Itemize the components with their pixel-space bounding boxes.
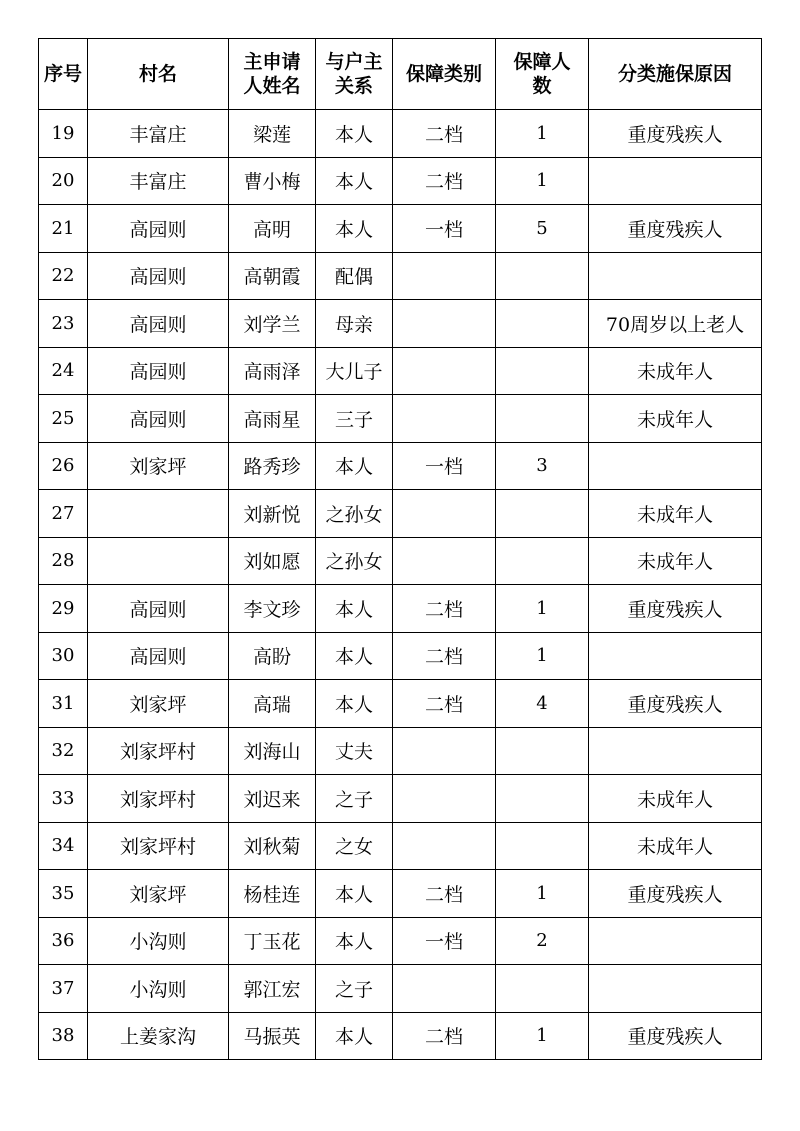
- table-row: [39, 490, 762, 538]
- cell-relation-to-head: 本人: [316, 1012, 393, 1060]
- header-covered-persons-line: 保障人: [513, 51, 571, 73]
- cell-applicant-name: 高朝霞: [229, 252, 316, 300]
- cell-assistance-reason: 重度残疾人: [589, 110, 762, 158]
- cell-serial-no: 30: [39, 632, 88, 680]
- cell-assistance-reason: [589, 727, 762, 775]
- cell-assistance-reason: [589, 252, 762, 300]
- cell-village-name: 高园则: [88, 585, 229, 633]
- cell-serial-no: 34: [39, 822, 88, 870]
- cell-covered-persons: [496, 395, 589, 443]
- cell-assistance-level: 二档: [393, 680, 496, 728]
- cell-relation-to-head: 本人: [316, 870, 393, 918]
- cell-assistance-reason: [589, 965, 762, 1013]
- cell-assistance-level: [393, 727, 496, 775]
- cell-assistance-reason: 重度残疾人: [589, 1012, 762, 1060]
- cell-assistance-level: [393, 490, 496, 538]
- cell-serial-no: 20: [39, 157, 88, 205]
- cell-serial-no: 37: [39, 965, 88, 1013]
- assistance-table: [38, 38, 762, 1060]
- cell-covered-persons: 1: [496, 585, 589, 633]
- cell-assistance-level: [393, 300, 496, 348]
- cell-covered-persons: 1: [496, 110, 589, 158]
- cell-assistance-level: 二档: [393, 157, 496, 205]
- cell-assistance-reason: 70周岁以上老人: [589, 300, 762, 348]
- cell-assistance-reason: 未成年人: [589, 347, 762, 395]
- cell-covered-persons: [496, 490, 589, 538]
- cell-relation-to-head: 之女: [316, 822, 393, 870]
- cell-relation-to-head: 本人: [316, 917, 393, 965]
- cell-applicant-name: 杨桂连: [229, 870, 316, 918]
- cell-applicant-name: 刘新悦: [229, 490, 316, 538]
- cell-village-name: 丰富庄: [88, 157, 229, 205]
- cell-covered-persons: 1: [496, 1012, 589, 1060]
- cell-relation-to-head: 大儿子: [316, 347, 393, 395]
- cell-covered-persons: [496, 537, 589, 585]
- cell-serial-no: 28: [39, 537, 88, 585]
- cell-relation-to-head: 本人: [316, 110, 393, 158]
- header-serial-no: [39, 39, 88, 110]
- table-row: [39, 442, 762, 490]
- cell-assistance-level: 二档: [393, 110, 496, 158]
- table-body: [39, 110, 762, 1060]
- cell-serial-no: 38: [39, 1012, 88, 1060]
- cell-applicant-name: 高盼: [229, 632, 316, 680]
- cell-assistance-level: 二档: [393, 870, 496, 918]
- cell-covered-persons: [496, 347, 589, 395]
- cell-relation-to-head: 之孙女: [316, 490, 393, 538]
- cell-relation-to-head: 丈夫: [316, 727, 393, 775]
- table-row: [39, 300, 762, 348]
- cell-assistance-reason: 重度残疾人: [589, 680, 762, 728]
- table-row: [39, 1012, 762, 1060]
- table-row: [39, 585, 762, 633]
- header-assistance-reason: [589, 39, 762, 110]
- cell-serial-no: 19: [39, 110, 88, 158]
- header-relation-to-head: [316, 39, 393, 110]
- cell-relation-to-head: 母亲: [316, 300, 393, 348]
- cell-applicant-name: 梁莲: [229, 110, 316, 158]
- cell-village-name: 上姜家沟: [88, 1012, 229, 1060]
- cell-covered-persons: [496, 965, 589, 1013]
- cell-applicant-name: 郭江宏: [229, 965, 316, 1013]
- cell-assistance-level: 一档: [393, 442, 496, 490]
- cell-serial-no: 22: [39, 252, 88, 300]
- cell-relation-to-head: 之子: [316, 775, 393, 823]
- cell-covered-persons: 3: [496, 442, 589, 490]
- cell-assistance-level: 二档: [393, 585, 496, 633]
- table-row: [39, 775, 762, 823]
- table-row: [39, 537, 762, 585]
- cell-applicant-name: 刘学兰: [229, 300, 316, 348]
- cell-serial-no: 24: [39, 347, 88, 395]
- cell-applicant-name: 刘秋菊: [229, 822, 316, 870]
- header-applicant-name-line: 人姓名: [243, 75, 301, 97]
- cell-village-name: 刘家坪: [88, 442, 229, 490]
- header-village-name-line: 村名: [138, 63, 177, 85]
- cell-relation-to-head: 之孙女: [316, 537, 393, 585]
- cell-serial-no: 23: [39, 300, 88, 348]
- table-row: [39, 727, 762, 775]
- table-header-row: [39, 39, 762, 110]
- cell-relation-to-head: 本人: [316, 632, 393, 680]
- cell-assistance-reason: 未成年人: [589, 490, 762, 538]
- table-row: [39, 110, 762, 158]
- cell-assistance-level: [393, 395, 496, 443]
- cell-covered-persons: [496, 822, 589, 870]
- header-assistance-level-line: 保障类别: [405, 63, 482, 85]
- cell-serial-no: 33: [39, 775, 88, 823]
- table-row: [39, 917, 762, 965]
- cell-applicant-name: 曹小梅: [229, 157, 316, 205]
- cell-village-name: 小沟则: [88, 965, 229, 1013]
- cell-serial-no: 36: [39, 917, 88, 965]
- table-row: [39, 632, 762, 680]
- cell-assistance-reason: 重度残疾人: [589, 205, 762, 253]
- cell-village-name: 高园则: [88, 632, 229, 680]
- cell-assistance-reason: [589, 442, 762, 490]
- cell-applicant-name: 丁玉花: [229, 917, 316, 965]
- table-row: [39, 680, 762, 728]
- cell-serial-no: 35: [39, 870, 88, 918]
- cell-assistance-level: [393, 537, 496, 585]
- header-relation-to-head-line: 关系: [334, 75, 373, 97]
- cell-covered-persons: 1: [496, 157, 589, 205]
- cell-village-name: 高园则: [88, 252, 229, 300]
- cell-applicant-name: 高瑞: [229, 680, 316, 728]
- cell-serial-no: 26: [39, 442, 88, 490]
- cell-covered-persons: 2: [496, 917, 589, 965]
- cell-assistance-level: 二档: [393, 1012, 496, 1060]
- cell-village-name: 刘家坪村: [88, 775, 229, 823]
- cell-applicant-name: 刘迟来: [229, 775, 316, 823]
- cell-village-name: 刘家坪村: [88, 727, 229, 775]
- cell-applicant-name: 高明: [229, 205, 316, 253]
- cell-assistance-level: [393, 252, 496, 300]
- cell-relation-to-head: 之子: [316, 965, 393, 1013]
- cell-village-name: 丰富庄: [88, 110, 229, 158]
- cell-village-name: [88, 537, 229, 585]
- cell-assistance-level: 一档: [393, 205, 496, 253]
- cell-relation-to-head: 配偶: [316, 252, 393, 300]
- cell-assistance-reason: 未成年人: [589, 822, 762, 870]
- header-relation-to-head-line: 与户主: [325, 51, 383, 73]
- cell-relation-to-head: 本人: [316, 442, 393, 490]
- cell-serial-no: 29: [39, 585, 88, 633]
- cell-covered-persons: 5: [496, 205, 589, 253]
- cell-serial-no: 25: [39, 395, 88, 443]
- cell-serial-no: 21: [39, 205, 88, 253]
- cell-applicant-name: 马振英: [229, 1012, 316, 1060]
- cell-village-name: [88, 490, 229, 538]
- cell-relation-to-head: 三子: [316, 395, 393, 443]
- cell-covered-persons: 4: [496, 680, 589, 728]
- table-row: [39, 965, 762, 1013]
- cell-assistance-reason: [589, 917, 762, 965]
- cell-covered-persons: [496, 252, 589, 300]
- cell-serial-no: 31: [39, 680, 88, 728]
- cell-assistance-level: [393, 822, 496, 870]
- cell-assistance-level: 一档: [393, 917, 496, 965]
- cell-covered-persons: [496, 727, 589, 775]
- table-row: [39, 157, 762, 205]
- cell-village-name: 小沟则: [88, 917, 229, 965]
- header-applicant-name: [229, 39, 316, 110]
- cell-village-name: 刘家坪: [88, 870, 229, 918]
- cell-serial-no: 32: [39, 727, 88, 775]
- table-row: [39, 822, 762, 870]
- cell-applicant-name: 李文珍: [229, 585, 316, 633]
- cell-applicant-name: 路秀珍: [229, 442, 316, 490]
- header-assistance-level: [393, 39, 496, 110]
- cell-assistance-reason: 未成年人: [589, 395, 762, 443]
- table-row: [39, 205, 762, 253]
- cell-assistance-reason: [589, 157, 762, 205]
- header-covered-persons: [496, 39, 589, 110]
- cell-assistance-reason: 未成年人: [589, 537, 762, 585]
- header-assistance-reason-line: 分类施保原因: [617, 63, 732, 85]
- cell-covered-persons: [496, 300, 589, 348]
- header-serial-no-line: 序号: [43, 63, 82, 85]
- cell-applicant-name: 刘如愿: [229, 537, 316, 585]
- cell-assistance-level: [393, 775, 496, 823]
- table-row: [39, 395, 762, 443]
- cell-village-name: 高园则: [88, 205, 229, 253]
- cell-assistance-reason: [589, 632, 762, 680]
- cell-applicant-name: 高雨泽: [229, 347, 316, 395]
- header-village-name: [88, 39, 229, 110]
- cell-village-name: 刘家坪: [88, 680, 229, 728]
- cell-village-name: 高园则: [88, 395, 229, 443]
- cell-covered-persons: [496, 775, 589, 823]
- table-row: [39, 347, 762, 395]
- header-applicant-name-line: 主申请: [243, 51, 301, 73]
- cell-village-name: 高园则: [88, 347, 229, 395]
- cell-applicant-name: 刘海山: [229, 727, 316, 775]
- header-covered-persons-line: 数: [532, 75, 552, 97]
- cell-assistance-reason: 重度残疾人: [589, 585, 762, 633]
- cell-village-name: 高园则: [88, 300, 229, 348]
- cell-relation-to-head: 本人: [316, 585, 393, 633]
- cell-village-name: 刘家坪村: [88, 822, 229, 870]
- cell-assistance-reason: 未成年人: [589, 775, 762, 823]
- cell-relation-to-head: 本人: [316, 157, 393, 205]
- table-row: [39, 870, 762, 918]
- cell-covered-persons: 1: [496, 870, 589, 918]
- cell-assistance-level: [393, 347, 496, 395]
- cell-assistance-level: [393, 965, 496, 1013]
- cell-assistance-reason: 重度残疾人: [589, 870, 762, 918]
- cell-relation-to-head: 本人: [316, 680, 393, 728]
- table-row: [39, 252, 762, 300]
- cell-covered-persons: 1: [496, 632, 589, 680]
- cell-applicant-name: 高雨星: [229, 395, 316, 443]
- cell-relation-to-head: 本人: [316, 205, 393, 253]
- cell-assistance-level: 二档: [393, 632, 496, 680]
- cell-serial-no: 27: [39, 490, 88, 538]
